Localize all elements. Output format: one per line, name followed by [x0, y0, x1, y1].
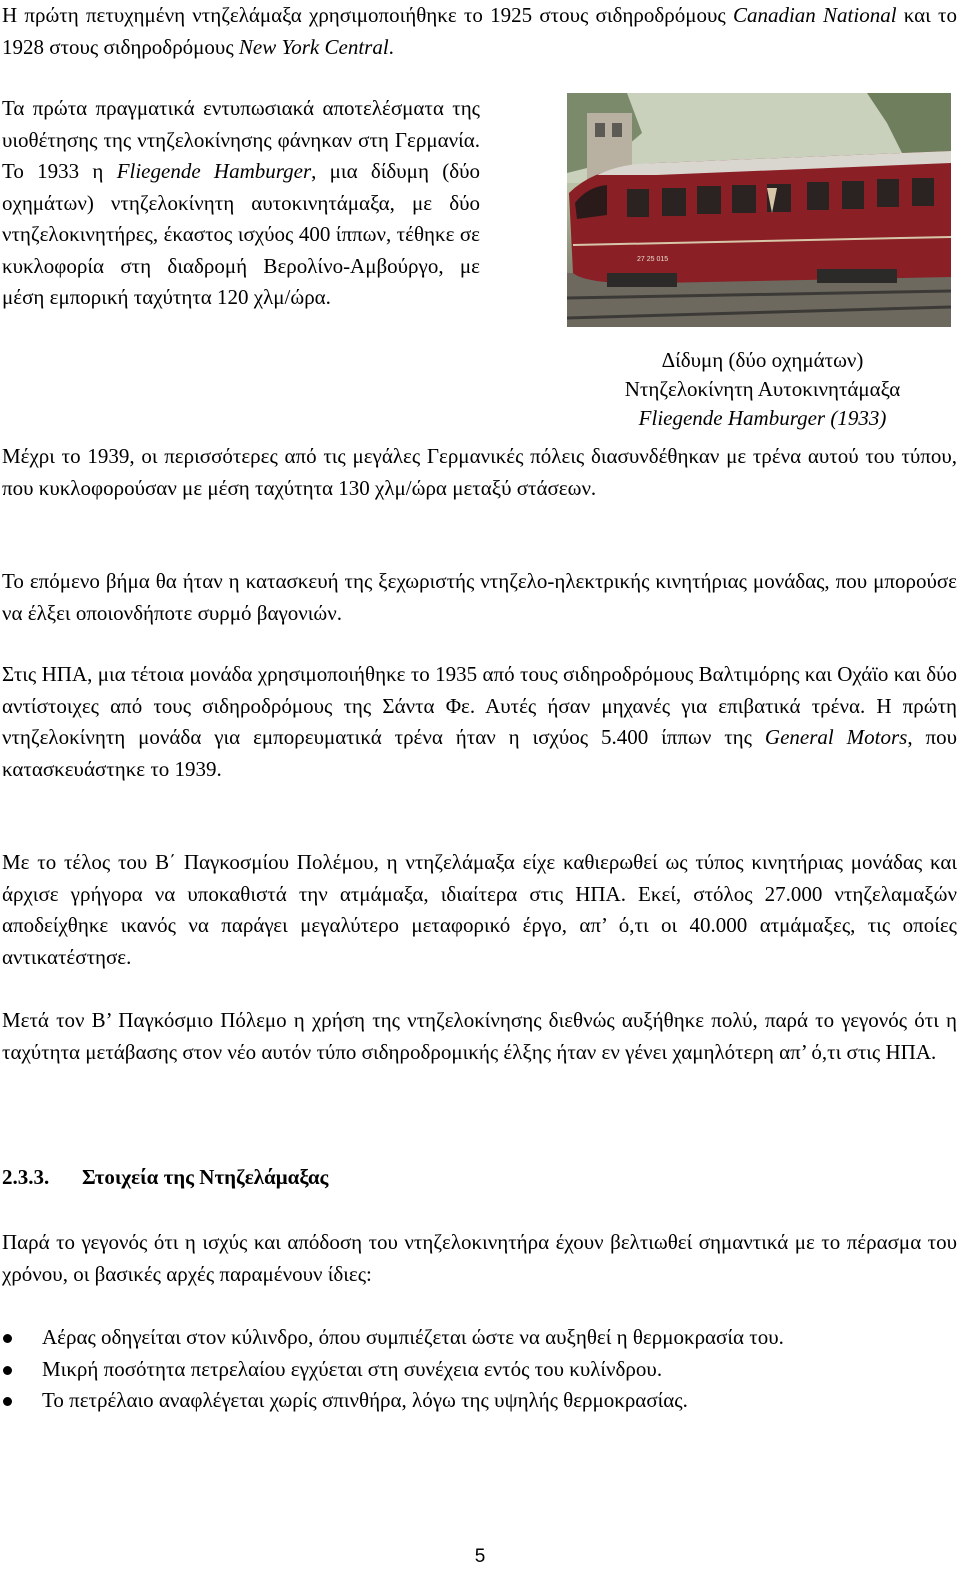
train-photo [567, 93, 951, 327]
bullet-icon [3, 1366, 12, 1375]
text-run: Τα πρώτα πραγματικά εντυπωσιακά αποτελέσματα της υιοθέτησης της ντηζελοκίνησης φάνηκαν στη Γερμανία. Το 1933 η [2, 96, 480, 183]
text-run-italic: Fliegende Hamburger [116, 159, 312, 183]
paragraph-next-step: Το επόμενο βήμα θα ήταν η κατασκευή της ξεχωριστής ντηζελο-ηλεκτρικής κινητήριας μονάδας, που μπορούσε να έλξει οποιονδήποτε συρμό βαγονιών. [2, 569, 957, 625]
list-item [0, 1385, 957, 1417]
text-run: . [388, 34, 394, 59]
caption-line: Δίδυμη (δύο οχημάτων) [661, 348, 864, 372]
paragraph-intro [2, 0, 957, 63]
caption-line: Ντηζελοκίνητη Αυτοκινητάμαξα [624, 377, 901, 401]
caption-line-italic: Fliegende Hamburger (1933) [638, 406, 887, 430]
paragraph-germany [2, 93, 480, 314]
bullet-list [0, 1322, 957, 1417]
page-number: 5 [474, 1546, 486, 1567]
number-plate: 27 25 015 [637, 256, 669, 263]
list-item [0, 1354, 957, 1386]
paragraph-postwar: Μετά τον Β’ Παγκόσμιο Πόλεμο η χρήση της ντηζελοκίνησης διεθνώς αυξήθηκε πολύ, παρά το γεγονός ότι η ταχύτητα μετάβασης στον νέο αυτόν τύπο σιδηροδρομικής έλξης ήταν εν γένει χαμηλότερη απ’ ό,τι στις ΗΠΑ. [2, 1008, 957, 1064]
section-number: 2.3.3. [2, 1165, 50, 1189]
photo-caption [570, 346, 955, 433]
section-heading [2, 1162, 328, 1194]
text-run: , που κατασκευάστηκε το 1939. [2, 725, 957, 781]
train-illustration [567, 93, 951, 327]
list-item-text: Αέρας οδηγείται στον κύλινδρο, όπου συμπιέζεται ώστε να αυξηθεί η θερμοκρασία του. [42, 1325, 784, 1349]
bullet-icon [3, 1397, 12, 1406]
bullet-icon [3, 1334, 12, 1343]
list-item-text: Μικρή ποσότητα πετρελαίου εγχύεται στη συνέχεια εντός του κυλίνδρου. [42, 1356, 663, 1381]
text-run-italic: Canadian National [732, 3, 897, 27]
list-item-text: Το πετρέλαιο αναφλέγεται χωρίς σπινθήρα, λόγω της υψηλής θερμοκρασίας. [42, 1388, 688, 1412]
paragraph-principles: Παρά το γεγονός ότι η ισχύς και απόδοση του ντηζελοκινητήρα έχουν βελτιωθεί σημαντικά με το πέρασμα του χρόνου, οι βασικές αρχές παραμένουν ίδιες: [2, 1230, 957, 1286]
list-item [0, 1322, 957, 1354]
text-run: , μια δίδυμη (δύο οχημάτων) ντηζελοκίνητη αυτοκινητάμαξα, με δύο ντηζελοκινητήρες, έκαστος ισχύος 400 ίππων, τέθηκε σε κυκλοφορία στη διαδρομή Βερολίνο-Αμβούργο, με μέση εμπορική ταχύτητα 120 χλμ/ώρα. [2, 159, 480, 309]
text-run-italic: General Motors [764, 725, 908, 749]
section-title: Στοιχεία της Ντηζελάμαξας [82, 1165, 329, 1189]
text-run: Στις ΗΠΑ, μια τέτοια μονάδα χρησιμοποιήθηκε το 1935 από τους σιδηροδρόμους Βαλτιμόρης και Οχάϊο και δύο αντίστοιχες από τους σιδηροδρόμους της Σάντα Φε. Αυτές ήσαν μηχανές για επιβατικά τρένα. Η πρώτη ντηζελοκίνητη μονάδα για εμπορευματικά τρένα ήταν η ισχύος 5.400 ίππων της [2, 662, 957, 749]
text-run-italic: New York Central [238, 34, 389, 59]
paragraph-1939: Μέχρι το 1939, οι περισσότερες από τις μεγάλες Γερμανικές πόλεις διασυνδέθηκαν με τρένα αυτού του τύπου, που κυκλοφορούσαν με μέση ταχύτητα 130 χλμ/ώρα μεταξύ στάσεων. [2, 444, 957, 500]
paragraph-wwii: Με το τέλος του Β΄ Παγκοσμίου Πολέμου, η ντηζελάμαξα είχε καθιερωθεί ως τύπος κινητήριας μονάδας και άρχισε γρήγορα να υποκαθιστά την ατμάμαξα, ιδιαίτερα στις ΗΠΑ. Εκεί, στόλος 27.000 ντηζελαμαξών αποδείχθηκε ικανός να παράγει μεγαλύτερο μεταφορικό έργο, απ’ ό,τι οι 40.000 ατμάμαξες, τις οποίες αντικατέστησε. [2, 850, 957, 969]
paragraph-usa [2, 659, 957, 785]
text-run: Η πρώτη πετυχημένη ντηζελάμαξα χρησιμοποιήθηκε το 1925 στους σιδηροδρόμους [2, 3, 733, 27]
text-run: και το 1928 στους σιδηροδρόμους [2, 3, 957, 59]
